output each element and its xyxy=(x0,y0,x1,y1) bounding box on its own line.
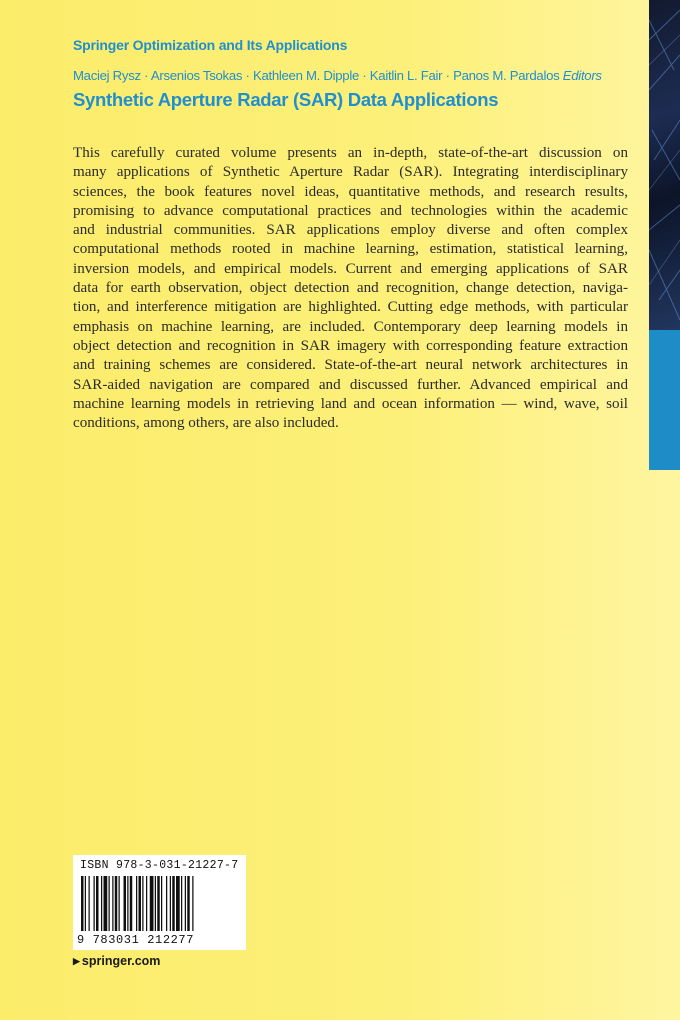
barcode-bar xyxy=(157,876,160,931)
barcode-bar xyxy=(139,876,142,931)
barcode-bar xyxy=(146,876,147,931)
editors-role: Editors xyxy=(562,68,602,83)
description-line: conditions, among others, are also included. xyxy=(73,415,339,432)
editors-line xyxy=(73,68,602,83)
barcode-bar xyxy=(172,876,175,931)
barcode-bar xyxy=(161,876,162,931)
barcode-bar xyxy=(89,876,90,931)
barcode-bar xyxy=(170,876,171,931)
barcode-bar xyxy=(187,876,190,931)
barcode-bar xyxy=(192,876,193,931)
description-line: SAR-aided navigation are compared and discussed further. Advanced empirical and xyxy=(73,376,628,393)
spine-cover-art-strip xyxy=(649,0,680,330)
cover-art-lines xyxy=(649,0,680,330)
description-line: data for earth observation, object detection and recognition, change detection, naviga- xyxy=(73,280,628,297)
description-line: and industrial communities. SAR applications employ diverse and often complex xyxy=(73,222,628,239)
description-line: inversion models, and empirical models. Current and emerging applications of SAR xyxy=(73,260,628,277)
spine-blue-band xyxy=(649,330,680,470)
barcode-bar xyxy=(94,876,95,931)
website-text: springer.com xyxy=(81,954,161,968)
description-line: promising to advance computational practices and technologies within the academic xyxy=(73,202,628,219)
barcode-label xyxy=(73,855,246,950)
barcode-bar xyxy=(185,876,186,931)
isbn: ISBN 978-3-031-21227-7 xyxy=(80,859,239,872)
triangle-right-icon: ▶ xyxy=(73,956,80,966)
editor-names: Maciej Rysz · Arsenios Tsokas · Kathleen M. Dipple · Kaitlin L. Fair · Panos M. Pardalos xyxy=(73,68,560,83)
description-line: tion, and interference mitigation are highlighted. Cutting edge methods, with particular xyxy=(73,299,628,316)
book-title: Synthetic Aperture Radar (SAR) Data Applications xyxy=(73,89,499,110)
barcode-bar xyxy=(119,876,120,931)
barcode-bar xyxy=(124,876,127,931)
barcode-bar xyxy=(155,876,156,931)
barcode-bar xyxy=(115,876,118,931)
barcode-bar xyxy=(181,876,182,931)
description-line: and training schemes are considered. State-of-the-art neural network architectures in xyxy=(73,357,628,374)
series-name: Springer Optimization and Its Applications xyxy=(73,37,348,53)
book-description xyxy=(73,144,628,433)
description-line: emphasis on machine learning, are included. Contemporary deep learning models in xyxy=(73,318,628,335)
barcode-bars xyxy=(81,876,239,931)
description-line: computational methods rooted in machine learning, estimation, statistical learning, xyxy=(73,241,628,258)
barcode-bar xyxy=(104,876,108,931)
barcode-bar xyxy=(109,876,110,931)
barcode-bar xyxy=(85,876,86,931)
barcode-bar xyxy=(112,876,113,931)
description-line: sciences, the book features novel ideas, quantitative methods, and research results, xyxy=(73,183,628,200)
barcode-bar xyxy=(142,876,143,931)
barcode-bar xyxy=(96,876,99,931)
barcode-bar xyxy=(176,876,180,931)
description-line: many applications of Synthetic Aperture Radar (SAR). Integrating interdisciplinary xyxy=(73,164,628,181)
barcode-bar xyxy=(130,876,133,931)
barcode-bar xyxy=(166,876,167,931)
barcode-bar xyxy=(136,876,137,931)
barcode-bar xyxy=(101,876,102,931)
barcode-bar xyxy=(81,876,84,931)
barcode-digits: 9 783031 212277 xyxy=(77,933,195,947)
description-line: This carefully curated volume presents an in-depth, state-of-the-art discussion on xyxy=(73,145,628,161)
publisher-website[interactable] xyxy=(73,954,160,968)
barcode-bar xyxy=(150,876,154,931)
barcode-bar xyxy=(127,876,128,931)
description-line: machine learning models in retrieving land and ocean information — wind, wave, soil xyxy=(73,395,628,412)
description-line: object detection and recognition in SAR imagery with corresponding feature extraction xyxy=(73,337,628,354)
